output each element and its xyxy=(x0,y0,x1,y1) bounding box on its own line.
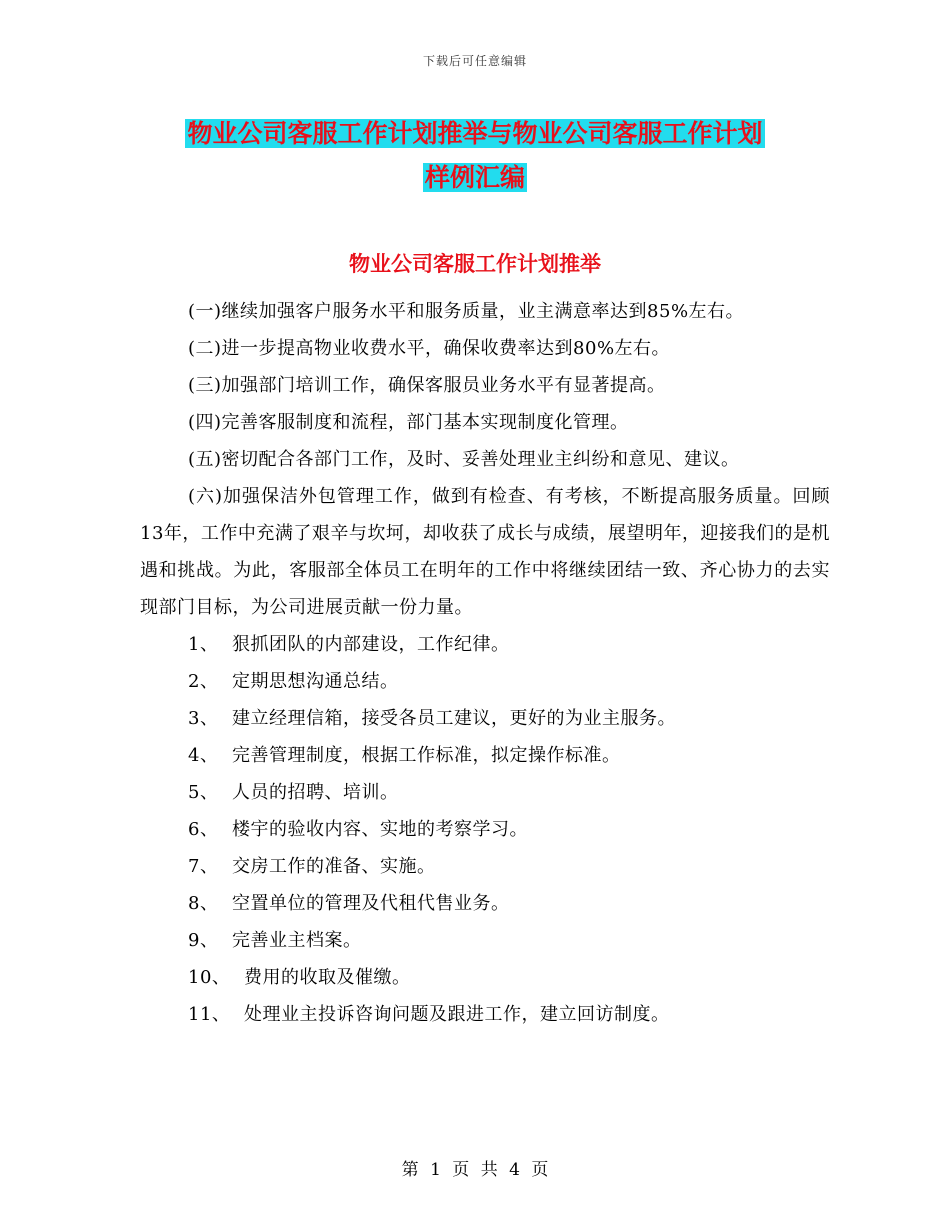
page-footer: 第 1 页 共 4 页 xyxy=(401,1160,549,1180)
paragraph-3: (三)加强部门培训工作，确保客服员业务水平有显著提高。 xyxy=(188,375,666,396)
paragraph-4: (四)完善客服制度和流程，部门基本实现制度化管理。 xyxy=(188,412,629,433)
list-item-text: 交房工作的准备、实施。 xyxy=(232,856,436,877)
list-item xyxy=(140,922,830,959)
list-item-text: 完善管理制度，根据工作标准，拟定操作标准。 xyxy=(232,745,621,766)
list-item-number: 7、 xyxy=(188,856,219,877)
list-item-text: 完善业主档案。 xyxy=(232,930,362,951)
list-item-text: 人员的招聘、培训。 xyxy=(232,782,399,803)
list-item xyxy=(140,626,830,663)
list-item xyxy=(140,663,830,700)
paragraph-2: (二)进一步提高物业收费水平，确保收费率达到80%左右。 xyxy=(188,338,671,359)
paragraph-5: (五)密切配合各部门工作，及时、妥善处理业主纠纷和意见、建议。 xyxy=(188,449,740,470)
section-title: 物业公司客服工作计划推举 xyxy=(349,252,601,276)
document-body xyxy=(140,293,830,1033)
list-item-number: 5、 xyxy=(188,782,219,803)
list-item xyxy=(140,700,830,737)
document-title xyxy=(0,112,950,200)
list-item-number: 4、 xyxy=(188,745,219,766)
list-item xyxy=(140,848,830,885)
list-item xyxy=(140,811,830,848)
list-item-number: 1、 xyxy=(188,634,219,655)
list-item-number: 2、 xyxy=(188,671,219,692)
list-item-number: 3、 xyxy=(188,708,219,729)
list-item-number: 8、 xyxy=(188,893,219,914)
list-item xyxy=(140,959,830,996)
list-item-number: 10、 xyxy=(188,967,231,988)
list-item xyxy=(140,996,830,1033)
list-item xyxy=(140,885,830,922)
list-item xyxy=(140,774,830,811)
list-item-number: 6、 xyxy=(188,819,219,840)
list-item-number: 9、 xyxy=(188,930,219,951)
list-item-text: 空置单位的管理及代租代售业务。 xyxy=(232,893,510,914)
paragraph-1: (一)继续加强客户服务水平和服务质量，业主满意率达到85%左右。 xyxy=(188,301,745,322)
list-item-text: 费用的收取及催缴。 xyxy=(244,967,411,988)
list-item-text: 建立经理信箱，接受各员工建议，更好的为业主服务。 xyxy=(232,708,676,729)
document-title-line-1: 物业公司客服工作计划推举与物业公司客服工作计划 xyxy=(187,119,763,148)
list-item-text: 楼宇的验收内容、实地的考察学习。 xyxy=(232,819,528,840)
page-header-note: 下载后可任意编辑 xyxy=(422,54,527,68)
list-item-text: 处理业主投诉咨询问题及跟进工作，建立回访制度。 xyxy=(244,1004,670,1025)
list-item-number: 11、 xyxy=(188,1004,231,1025)
list-item-text: 定期思想沟通总结。 xyxy=(232,671,399,692)
list-item-text: 狠抓团队的内部建设，工作纪律。 xyxy=(232,634,510,655)
document-title-line-2: 样例汇编 xyxy=(424,163,525,192)
paragraph-6: (六)加强保洁外包管理工作，做到有检查、有考核，不断提高服务质量。回顾13年，工作中充满了艰辛与坎坷，却收获了成长与成绩，展望明年，迎接我们的是机遇和挑战。为此，客服部全体员工在明年的工作中将继续团结一致、齐心协力的去实现部门目标，为公司进展贡献一份力量。 xyxy=(140,486,830,618)
list-item xyxy=(140,737,830,774)
